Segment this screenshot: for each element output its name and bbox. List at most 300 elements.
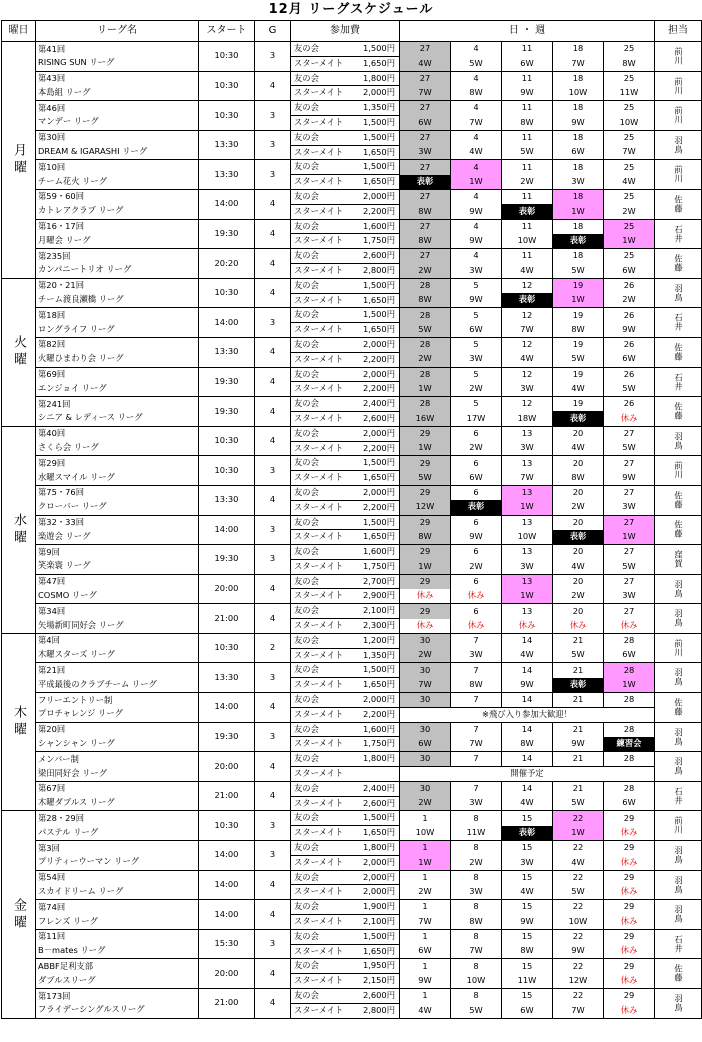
staff-name: 石井 bbox=[655, 781, 702, 811]
fee-starter-label: スターメイト bbox=[291, 175, 333, 190]
date-number: 18 bbox=[553, 42, 604, 57]
week-label: 6W bbox=[451, 471, 502, 486]
fee-starter: 1,500円 bbox=[333, 115, 400, 130]
date-number: 11 bbox=[502, 249, 553, 264]
week-label: 表彰 bbox=[553, 678, 604, 693]
league-round: 第16・17回 bbox=[38, 221, 85, 232]
date-number: 21 bbox=[553, 722, 604, 737]
date-number: 28 bbox=[604, 633, 655, 648]
week-label: 休み bbox=[604, 855, 655, 870]
date-number: 6 bbox=[451, 426, 502, 441]
league-row bbox=[2, 604, 702, 619]
week-label: 表彰 bbox=[502, 826, 553, 841]
fee-starter: 1,650円 bbox=[333, 175, 400, 190]
date-number: 11 bbox=[502, 130, 553, 145]
league-name bbox=[36, 219, 199, 249]
start-time: 14:00 bbox=[199, 870, 255, 900]
league-row bbox=[2, 841, 702, 856]
date-number: 30 bbox=[400, 663, 451, 678]
week-label: 3W bbox=[451, 352, 502, 367]
date-number: 22 bbox=[553, 811, 604, 826]
games-count: 4 bbox=[255, 189, 291, 219]
games-count: 4 bbox=[255, 870, 291, 900]
date-number: 29 bbox=[400, 574, 451, 589]
fee-member: 1,500円 bbox=[333, 308, 400, 323]
date-number: 15 bbox=[502, 989, 553, 1004]
date-number: 25 bbox=[604, 189, 655, 204]
week-label: 4W bbox=[553, 559, 604, 574]
week-label: 1W bbox=[553, 826, 604, 841]
week-label: 10W bbox=[553, 86, 604, 101]
league-title: ダブルスリーグ bbox=[38, 974, 96, 985]
fee-starter: 1,650円 bbox=[333, 56, 400, 71]
league-title: COSMO リーグ bbox=[38, 589, 97, 600]
date-number: 4 bbox=[451, 42, 502, 57]
date-number: 15 bbox=[502, 959, 553, 974]
week-label: 6W bbox=[400, 115, 451, 130]
league-name bbox=[36, 426, 199, 456]
fee-member: 1,600円 bbox=[333, 545, 400, 560]
week-label: 2W bbox=[400, 796, 451, 811]
header-row bbox=[2, 21, 702, 42]
fee-starter: 2,800円 bbox=[333, 1003, 400, 1018]
start-time: 10:30 bbox=[199, 42, 255, 72]
games-count: 3 bbox=[255, 160, 291, 190]
fee-member-label: 友の会 bbox=[291, 752, 333, 767]
week-label: 休み bbox=[400, 619, 451, 634]
week-label: 5W bbox=[451, 56, 502, 71]
week-label: 1W bbox=[502, 589, 553, 604]
fee-starter-label: スターメイト bbox=[291, 915, 333, 930]
week-label: 8W bbox=[502, 737, 553, 752]
header-name: リーグ名 bbox=[36, 21, 199, 42]
date-number: 7 bbox=[451, 752, 502, 767]
league-row bbox=[2, 71, 702, 86]
fee-member: 2,000円 bbox=[333, 426, 400, 441]
fee-starter-label: スターメイト bbox=[291, 204, 333, 219]
week-label: 9W bbox=[604, 323, 655, 338]
date-number: 21 bbox=[553, 663, 604, 678]
week-label: 6W bbox=[400, 944, 451, 959]
fee-member: 2,000円 bbox=[333, 367, 400, 382]
date-number: 1 bbox=[400, 811, 451, 826]
week-label: 7W bbox=[400, 86, 451, 101]
date-number: 11 bbox=[502, 189, 553, 204]
week-label: 休み bbox=[604, 619, 655, 634]
week-label: 10W bbox=[451, 974, 502, 989]
date-number: 21 bbox=[553, 752, 604, 767]
date-number: 27 bbox=[604, 515, 655, 530]
league-row bbox=[2, 781, 702, 796]
week-label: 3W bbox=[502, 559, 553, 574]
fee-member-label: 友の会 bbox=[291, 900, 333, 915]
week-label: 6W bbox=[553, 145, 604, 160]
date-number: 29 bbox=[400, 515, 451, 530]
fee-starter: 2,150円 bbox=[333, 974, 400, 989]
staff-name: 羽鳥 bbox=[655, 870, 702, 900]
staff-name: 佐藤 bbox=[655, 337, 702, 367]
league-round: フリーエントリー制 bbox=[38, 694, 113, 705]
fee-member-label: 友の会 bbox=[291, 426, 333, 441]
week-label: 7W bbox=[502, 323, 553, 338]
fee-starter: 2,300円 bbox=[333, 619, 400, 634]
header-fee: 参加費 bbox=[291, 21, 400, 42]
fee-starter-label: スターメイト bbox=[291, 559, 333, 574]
fee-starter-label: スターメイト bbox=[291, 855, 333, 870]
fee-member-label: 友の会 bbox=[291, 189, 333, 204]
week-label: 4W bbox=[553, 382, 604, 397]
week-label: 2W bbox=[400, 648, 451, 663]
date-number: 27 bbox=[400, 189, 451, 204]
start-time: 13:30 bbox=[199, 485, 255, 515]
week-label: 6W bbox=[604, 796, 655, 811]
league-title: 木曜スターズ リーグ bbox=[38, 649, 115, 660]
week-label: 6W bbox=[400, 737, 451, 752]
week-label: 休み bbox=[604, 944, 655, 959]
date-number: 29 bbox=[400, 604, 451, 619]
week-label: 3W bbox=[502, 382, 553, 397]
fee-member: 2,000円 bbox=[333, 870, 400, 885]
week-label: 4W bbox=[451, 145, 502, 160]
date-number: 4 bbox=[451, 130, 502, 145]
week-label: 7W bbox=[451, 737, 502, 752]
week-label: 9W bbox=[604, 471, 655, 486]
league-name bbox=[36, 485, 199, 515]
games-count: 3 bbox=[255, 841, 291, 871]
fee-starter-label: スターメイト bbox=[291, 411, 333, 426]
week-label: 1W bbox=[604, 234, 655, 249]
start-time: 14:00 bbox=[199, 900, 255, 930]
league-round: 第74回 bbox=[38, 901, 66, 912]
fee-member-label: 友の会 bbox=[291, 515, 333, 530]
week-label: 1W bbox=[400, 559, 451, 574]
date-number: 29 bbox=[604, 841, 655, 856]
week-label: 18W bbox=[502, 411, 553, 426]
games-count: 4 bbox=[255, 426, 291, 456]
day-label: 木曜 bbox=[2, 633, 36, 811]
schedule-note: ※飛び入り参加大歓迎！ bbox=[400, 707, 655, 722]
fee-starter: 2,100円 bbox=[333, 915, 400, 930]
date-number: 7 bbox=[451, 722, 502, 737]
date-number: 25 bbox=[604, 249, 655, 264]
fee-member-label: 友の会 bbox=[291, 397, 333, 412]
league-name bbox=[36, 130, 199, 160]
date-number: 18 bbox=[553, 249, 604, 264]
week-label: 16W bbox=[400, 411, 451, 426]
fee-member: 1,500円 bbox=[333, 663, 400, 678]
games-count: 3 bbox=[255, 42, 291, 72]
league-name bbox=[36, 278, 199, 308]
week-label: 3W bbox=[451, 885, 502, 900]
fee-member: 1,800円 bbox=[333, 841, 400, 856]
league-name bbox=[36, 545, 199, 575]
week-label: 8W bbox=[400, 234, 451, 249]
schedule-body bbox=[2, 42, 702, 1019]
start-time: 19:30 bbox=[199, 397, 255, 427]
fee-starter-label: スターメイト bbox=[291, 619, 333, 634]
week-label: 9W bbox=[451, 234, 502, 249]
start-time: 21:00 bbox=[199, 989, 255, 1019]
games-count: 4 bbox=[255, 397, 291, 427]
league-row bbox=[2, 929, 702, 944]
start-time: 14:00 bbox=[199, 693, 255, 723]
week-label: 7W bbox=[604, 145, 655, 160]
schedule-table bbox=[1, 20, 702, 1019]
league-row bbox=[2, 870, 702, 885]
staff-name: 窪賀 bbox=[655, 545, 702, 575]
week-label: 8W bbox=[604, 56, 655, 71]
date-number: 15 bbox=[502, 870, 553, 885]
league-round: 第173回 bbox=[38, 990, 71, 1001]
week-label: 10W bbox=[502, 234, 553, 249]
date-number: 12 bbox=[502, 397, 553, 412]
date-number: 15 bbox=[502, 811, 553, 826]
start-time: 19:30 bbox=[199, 367, 255, 397]
week-label: 9W bbox=[451, 530, 502, 545]
date-number: 27 bbox=[604, 604, 655, 619]
league-round: 第54回 bbox=[38, 872, 66, 883]
date-number: 29 bbox=[604, 929, 655, 944]
staff-name: 羽鳥 bbox=[655, 989, 702, 1019]
date-number: 19 bbox=[553, 337, 604, 352]
fee-member-label: 友の会 bbox=[291, 101, 333, 116]
fee-starter: 2,200円 bbox=[333, 500, 400, 515]
fee-member-label: 友の会 bbox=[291, 485, 333, 500]
fee-member-label: 友の会 bbox=[291, 367, 333, 382]
date-number: 14 bbox=[502, 633, 553, 648]
fee-member: 1,500円 bbox=[333, 811, 400, 826]
date-number: 27 bbox=[400, 130, 451, 145]
date-number: 14 bbox=[502, 722, 553, 737]
week-label: 6W bbox=[604, 352, 655, 367]
week-label: 1W bbox=[604, 530, 655, 545]
date-number: 1 bbox=[400, 989, 451, 1004]
league-title: エンジョイ リーグ bbox=[38, 382, 107, 393]
week-label: 表彰 bbox=[451, 500, 502, 515]
staff-name: 羽鳥 bbox=[655, 278, 702, 308]
header-start: スタート bbox=[199, 21, 255, 42]
date-number: 5 bbox=[451, 367, 502, 382]
week-label: 4W bbox=[400, 56, 451, 71]
fee-member: 2,000円 bbox=[333, 189, 400, 204]
start-time: 20:00 bbox=[199, 752, 255, 782]
date-number: 8 bbox=[451, 959, 502, 974]
week-label: 17W bbox=[451, 411, 502, 426]
date-number: 8 bbox=[451, 870, 502, 885]
date-number: 26 bbox=[604, 308, 655, 323]
week-label: 2W bbox=[451, 382, 502, 397]
fee-member: 1,600円 bbox=[333, 722, 400, 737]
staff-name: 前川 bbox=[655, 811, 702, 841]
date-number: 4 bbox=[451, 219, 502, 234]
fee-starter-label: スターメイト bbox=[291, 145, 333, 160]
league-row bbox=[2, 337, 702, 352]
date-number: 6 bbox=[451, 604, 502, 619]
games-count: 4 bbox=[255, 959, 291, 989]
staff-name: 羽鳥 bbox=[655, 752, 702, 782]
games-count: 3 bbox=[255, 722, 291, 752]
league-name bbox=[36, 989, 199, 1019]
week-label: 11W bbox=[502, 974, 553, 989]
week-label: 3W bbox=[553, 175, 604, 190]
date-number: 7 bbox=[451, 633, 502, 648]
league-name bbox=[36, 71, 199, 101]
games-count: 3 bbox=[255, 101, 291, 131]
games-count: 4 bbox=[255, 693, 291, 723]
date-number: 22 bbox=[553, 900, 604, 915]
week-label: 10W bbox=[553, 915, 604, 930]
league-row bbox=[2, 900, 702, 915]
week-label: 休み bbox=[604, 885, 655, 900]
week-label: 休み bbox=[451, 589, 502, 604]
league-name bbox=[36, 397, 199, 427]
league-round: 第34回 bbox=[38, 605, 66, 616]
fee-starter-label: スターメイト bbox=[291, 974, 333, 989]
date-number: 18 bbox=[553, 189, 604, 204]
league-title: DREAM & IGARASHI リーグ bbox=[38, 146, 148, 157]
start-time: 10:30 bbox=[199, 811, 255, 841]
fee-starter: 1,650円 bbox=[333, 293, 400, 308]
date-number: 20 bbox=[553, 485, 604, 500]
fee-member: 2,000円 bbox=[333, 337, 400, 352]
staff-name: 羽鳥 bbox=[655, 426, 702, 456]
league-title: 笑楽寰 リーグ bbox=[38, 560, 91, 571]
date-number: 6 bbox=[451, 574, 502, 589]
date-number: 19 bbox=[553, 308, 604, 323]
date-number: 22 bbox=[553, 870, 604, 885]
games-count: 4 bbox=[255, 71, 291, 101]
league-round: 第29回 bbox=[38, 457, 66, 468]
date-number: 11 bbox=[502, 219, 553, 234]
games-count: 4 bbox=[255, 485, 291, 515]
league-title: マンデー リーグ bbox=[38, 116, 99, 127]
week-label: 8W bbox=[400, 293, 451, 308]
league-name bbox=[36, 663, 199, 693]
week-label: 5W bbox=[553, 796, 604, 811]
league-round: 第67回 bbox=[38, 783, 66, 794]
games-count: 4 bbox=[255, 574, 291, 604]
date-number: 25 bbox=[604, 101, 655, 116]
week-label: 3W bbox=[604, 500, 655, 515]
games-count: 4 bbox=[255, 752, 291, 782]
week-label: 練習会 bbox=[604, 737, 655, 752]
fee-starter-label: スターメイト bbox=[291, 826, 333, 841]
week-label: 5W bbox=[502, 145, 553, 160]
date-number: 12 bbox=[502, 337, 553, 352]
week-label: 休み bbox=[502, 619, 553, 634]
fee-starter: 1,650円 bbox=[333, 530, 400, 545]
week-label: 3W bbox=[604, 589, 655, 604]
date-number: 28 bbox=[604, 693, 655, 708]
week-label: 7W bbox=[502, 471, 553, 486]
league-row bbox=[2, 574, 702, 589]
fee-member-label: 友の会 bbox=[291, 693, 333, 708]
league-name bbox=[36, 870, 199, 900]
league-title: クローバー リーグ bbox=[38, 501, 107, 512]
start-time: 10:30 bbox=[199, 101, 255, 131]
fee-starter: 2,900円 bbox=[333, 589, 400, 604]
week-label: 2W bbox=[451, 855, 502, 870]
league-title: カンパニートリオ リーグ bbox=[38, 264, 132, 275]
fee-starter: 2,200円 bbox=[333, 382, 400, 397]
staff-name: 羽鳥 bbox=[655, 841, 702, 871]
week-label: 5W bbox=[451, 1003, 502, 1018]
date-number: 5 bbox=[451, 308, 502, 323]
league-title: パステル リーグ bbox=[38, 826, 99, 837]
date-number: 12 bbox=[502, 367, 553, 382]
date-number: 7 bbox=[451, 781, 502, 796]
league-round: 第241回 bbox=[38, 398, 71, 409]
fee-member: 1,900円 bbox=[333, 900, 400, 915]
week-label: 2W bbox=[451, 559, 502, 574]
week-label: 11W bbox=[451, 826, 502, 841]
league-round: 第47回 bbox=[38, 576, 66, 587]
header-dates: 日 ・ 週 bbox=[400, 21, 655, 42]
league-title: フレンズ リーグ bbox=[38, 915, 98, 926]
games-count: 3 bbox=[255, 515, 291, 545]
fee-starter-label: スターメイト bbox=[291, 648, 333, 663]
league-name bbox=[36, 101, 199, 131]
date-number: 12 bbox=[502, 308, 553, 323]
week-label: 5W bbox=[400, 323, 451, 338]
week-label: 1W bbox=[553, 204, 604, 219]
fee-member-label: 友の会 bbox=[291, 71, 333, 86]
fee-member-label: 友の会 bbox=[291, 574, 333, 589]
fee-member-label: 友の会 bbox=[291, 130, 333, 145]
staff-name: 佐藤 bbox=[655, 249, 702, 279]
league-round: 第4回 bbox=[38, 635, 60, 646]
date-number: 4 bbox=[451, 189, 502, 204]
date-number: 30 bbox=[400, 722, 451, 737]
league-name bbox=[36, 781, 199, 811]
date-number: 6 bbox=[451, 545, 502, 560]
league-round: 第11回 bbox=[38, 931, 66, 942]
date-number: 27 bbox=[400, 101, 451, 116]
fee-starter: 2,000円 bbox=[333, 885, 400, 900]
fee-member-label: 友の会 bbox=[291, 959, 333, 974]
staff-name: 羽鳥 bbox=[655, 604, 702, 634]
league-row bbox=[2, 515, 702, 530]
date-number: 29 bbox=[604, 811, 655, 826]
date-number: 28 bbox=[604, 752, 655, 767]
date-number: 28 bbox=[400, 278, 451, 293]
date-number: 27 bbox=[400, 219, 451, 234]
league-row bbox=[2, 811, 702, 826]
date-number: 18 bbox=[553, 101, 604, 116]
date-number: 26 bbox=[604, 278, 655, 293]
league-title: 矢場新町同好会 リーグ bbox=[38, 619, 124, 630]
league-row bbox=[2, 485, 702, 500]
fee-member: 2,000円 bbox=[333, 693, 400, 708]
week-label: 1W bbox=[604, 678, 655, 693]
date-number: 28 bbox=[604, 781, 655, 796]
league-name bbox=[36, 574, 199, 604]
games-count: 3 bbox=[255, 663, 291, 693]
date-number: 1 bbox=[400, 959, 451, 974]
league-row bbox=[2, 249, 702, 264]
staff-name: 佐藤 bbox=[655, 515, 702, 545]
week-label: 12W bbox=[400, 500, 451, 515]
fee-member: 1,500円 bbox=[333, 515, 400, 530]
start-time: 14:00 bbox=[199, 308, 255, 338]
date-number: 12 bbox=[502, 278, 553, 293]
date-number: 6 bbox=[451, 485, 502, 500]
fee-starter: 1,650円 bbox=[333, 323, 400, 338]
league-round: ABBF足利支部 bbox=[38, 960, 94, 971]
league-row bbox=[2, 101, 702, 116]
date-number: 26 bbox=[604, 397, 655, 412]
fee-member: 2,000円 bbox=[333, 485, 400, 500]
